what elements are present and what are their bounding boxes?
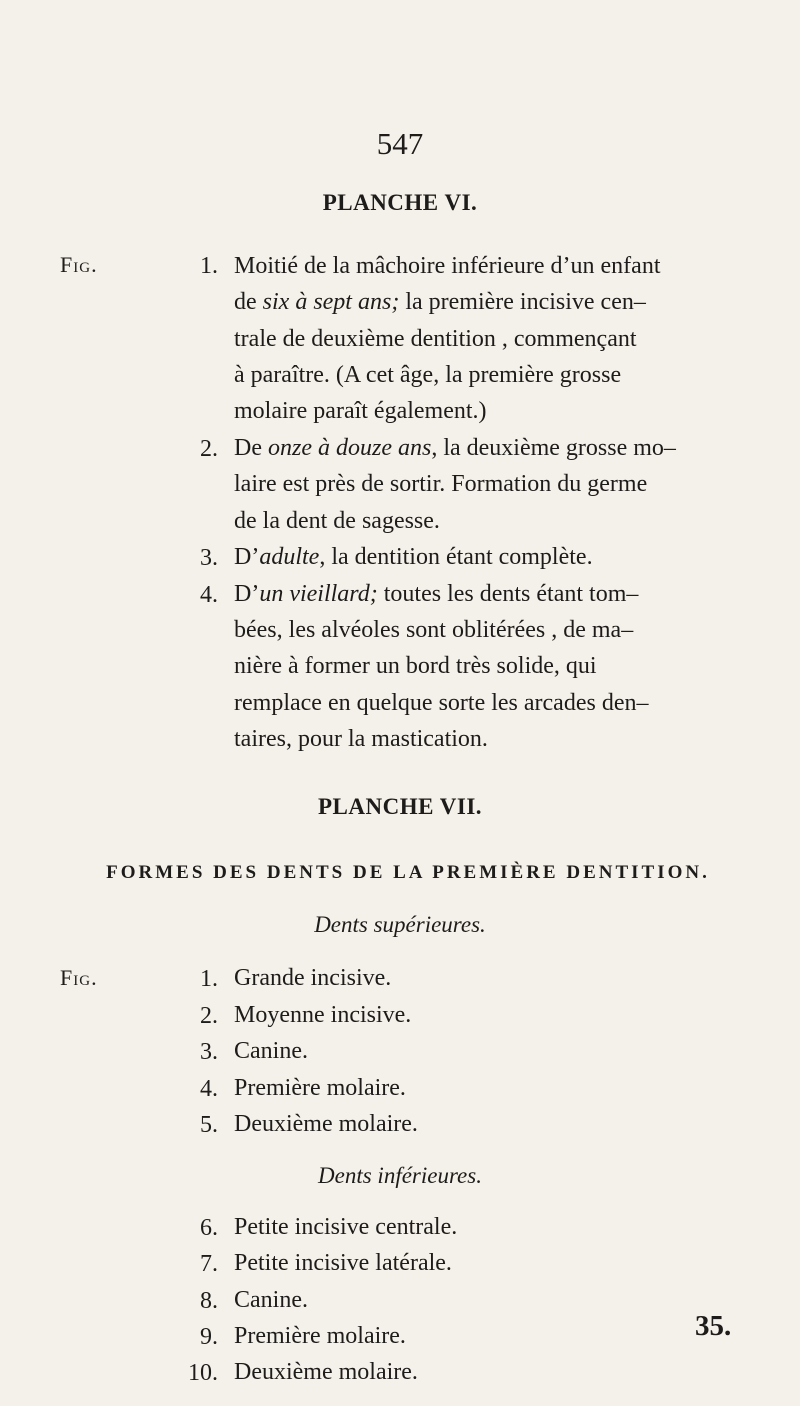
item-line: taires, pour la mastication. <box>234 726 488 752</box>
signature-mark: 35. <box>695 1310 732 1342</box>
item-number: 8. <box>200 1288 218 1314</box>
item-line: Moyenne incisive. <box>234 1002 412 1028</box>
item-line: D’adulte, la dentition étant complète. <box>234 544 593 570</box>
item-line: Petite incisive centrale. <box>234 1214 458 1240</box>
item-line: Grande incisive. <box>234 965 392 991</box>
upper-teeth-heading: Dents supérieures. <box>314 912 486 937</box>
item-number: 7. <box>200 1251 218 1277</box>
item-line: Première molaire. <box>234 1075 406 1101</box>
item-line: remplace en quelque sorte les arcades den– <box>234 690 649 716</box>
item-line: molaire paraît également.) <box>234 398 487 424</box>
item-line: nière à former un bord très solide, qui <box>234 653 597 679</box>
item-line: Canine. <box>234 1287 308 1313</box>
item-line: Canine. <box>234 1038 308 1064</box>
item-number: 9. <box>200 1324 218 1350</box>
item-line: De onze à douze ans, la deuxième grosse mo– <box>234 435 676 461</box>
item-number: 2. <box>200 1003 218 1029</box>
lower-teeth-heading: Dents inférieures. <box>318 1163 482 1188</box>
item-line: de la dent de sagesse. <box>234 508 440 534</box>
item-number: 5. <box>200 1112 218 1138</box>
item-line: Première molaire. <box>234 1323 406 1349</box>
item-number: 1. <box>200 966 218 992</box>
page-number: 547 <box>376 126 424 161</box>
item-line: Moitié de la mâchoire inférieure d’un enfant <box>234 253 661 279</box>
fig-label: Fig. <box>60 252 98 277</box>
item-number: 3. <box>200 545 218 571</box>
fig-label: Fig. <box>60 965 98 990</box>
item-number: 3. <box>200 1039 218 1065</box>
item-number: 6. <box>200 1215 218 1241</box>
item-line: Petite incisive latérale. <box>234 1250 452 1276</box>
item-line: à paraître. (A cet âge, la première grosse <box>234 362 622 388</box>
item-line: trale de deuxième dentition , commençant <box>234 326 637 352</box>
item-number: 2. <box>200 436 218 462</box>
item-line: bées, les alvéoles sont oblitérées , de ma– <box>234 617 634 643</box>
item-number: 10. <box>188 1360 218 1386</box>
planche-vii-subtitle: FORMES DES DENTS DE LA PREMIÈRE DENTITION. <box>106 862 710 883</box>
item-line: Deuxième molaire. <box>234 1359 418 1385</box>
planche-vi-title: PLANCHE VI. <box>322 190 478 215</box>
item-number: 4. <box>200 1076 218 1102</box>
item-line: Deuxième molaire. <box>234 1111 418 1137</box>
item-line: laire est près de sortir. Formation du germe <box>234 471 648 497</box>
item-line: D’un vieillard; toutes les dents étant tom– <box>234 581 639 607</box>
item-number: 1. <box>200 253 218 279</box>
planche-vii-title: PLANCHE VII. <box>317 794 483 819</box>
item-number: 4. <box>200 582 218 608</box>
item-line: de six à sept ans; la première incisive cen– <box>234 289 646 315</box>
